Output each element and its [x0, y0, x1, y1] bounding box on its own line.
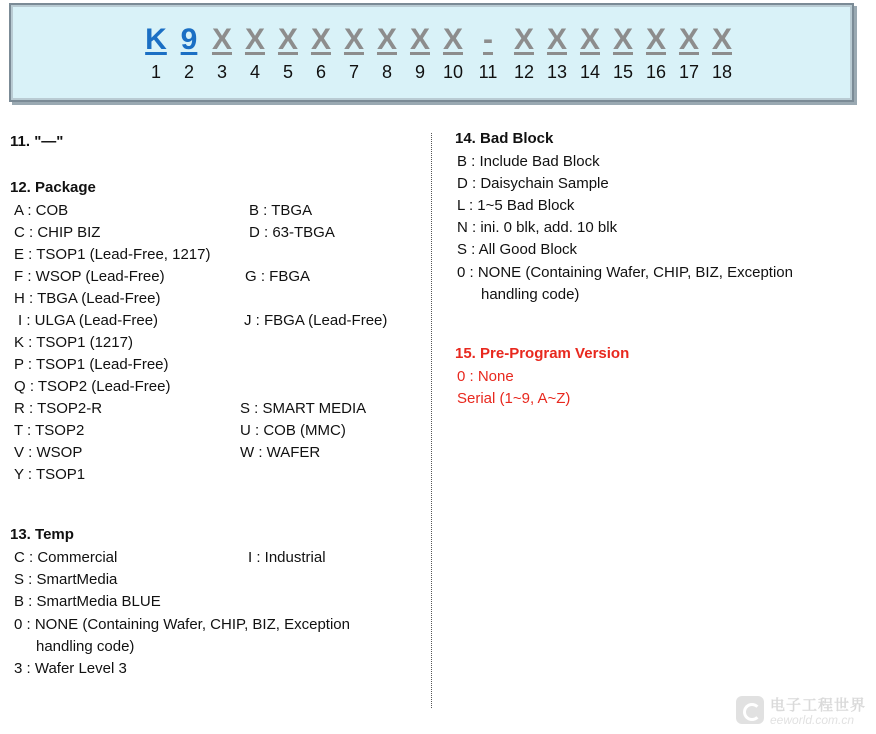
code-char: X: [409, 23, 430, 56]
code-index: 18: [711, 62, 733, 82]
eeworld-watermark: [736, 694, 876, 730]
section-14-title: 14. Bad Block: [455, 130, 554, 147]
code-index: 16: [645, 62, 667, 82]
code-index: 15: [612, 62, 634, 82]
package-item: A : COB: [14, 202, 69, 219]
code-index: 17: [678, 62, 700, 82]
temp-item: C : Commercial: [14, 549, 118, 566]
bad-block-item: handling code): [481, 286, 580, 303]
package-item: I : ULGA (Lead-Free): [18, 312, 159, 329]
code-char: 9: [180, 23, 198, 56]
code-char: X: [343, 23, 364, 56]
code-position-13: [540, 23, 574, 85]
section-12-title: 12. Package: [10, 179, 96, 196]
package-item: G : FBGA: [245, 268, 311, 285]
bad-block-item: 0 : NONE (Containing Wafer, CHIP, BIZ, Exception: [457, 264, 793, 281]
code-position-4: [238, 23, 272, 85]
code-index: 3: [216, 62, 227, 82]
code-position-17: [672, 23, 706, 85]
code-position-10: [436, 23, 470, 85]
code-position-1: [139, 23, 173, 85]
code-char: X: [277, 23, 298, 56]
code-char: X: [244, 23, 265, 56]
eeworld-logo-icon: [736, 696, 764, 724]
code-index: 8: [381, 62, 392, 82]
code-index: 5: [282, 62, 293, 82]
package-item: W : WAFER: [240, 444, 321, 461]
code-position-16: [639, 23, 673, 85]
code-position-14: [573, 23, 607, 85]
code-grid: [11, 5, 852, 100]
temp-item: I : Industrial: [248, 549, 326, 566]
code-char: X: [579, 23, 600, 56]
package-item: T : TSOP2: [14, 422, 85, 439]
package-item: R : TSOP2-R: [14, 400, 103, 417]
code-index: 13: [546, 62, 568, 82]
temp-item: B : SmartMedia BLUE: [14, 593, 161, 610]
code-char: X: [678, 23, 699, 56]
package-item: D : 63-TBGA: [249, 224, 335, 241]
bad-block-item: N : ini. 0 blk, add. 10 blk: [457, 219, 618, 236]
code-position-7: [337, 23, 371, 85]
code-position-6: [304, 23, 338, 85]
package-item: K : TSOP1 (1217): [14, 334, 133, 351]
code-char: X: [612, 23, 633, 56]
section-15-title: 15. Pre-Program Version: [455, 345, 630, 362]
code-index: 10: [442, 62, 464, 82]
code-position-5: [271, 23, 305, 85]
bad-block-item: B : Include Bad Block: [457, 153, 600, 170]
code-char: -: [483, 23, 493, 56]
code-position-3: [205, 23, 239, 85]
code-char: X: [442, 23, 463, 56]
watermark-en: eeworld.com.cn: [770, 713, 855, 727]
code-char: K: [145, 23, 167, 56]
part-number-banner: [9, 3, 854, 102]
package-item: U : COB (MMC): [240, 422, 346, 439]
package-item: Q : TSOP2 (Lead-Free): [14, 378, 171, 395]
bad-block-item: L : 1~5 Bad Block: [457, 197, 575, 214]
package-item: E : TSOP1 (Lead-Free, 1217): [14, 246, 211, 263]
code-position-12: [507, 23, 541, 85]
code-position-11: [471, 23, 505, 85]
code-index: 7: [348, 62, 359, 82]
code-index: 11: [478, 62, 498, 82]
bad-block-item: D : Daisychain Sample: [457, 175, 609, 192]
bad-block-item: S : All Good Block: [457, 241, 578, 258]
code-index: 14: [579, 62, 601, 82]
code-char: X: [711, 23, 732, 56]
watermark-cn: 电子工程世界: [770, 697, 867, 714]
package-item: B : TBGA: [249, 202, 313, 219]
code-position-15: [606, 23, 640, 85]
pre-program-item: Serial (1~9, A~Z): [457, 390, 571, 407]
code-position-18: [705, 23, 739, 85]
package-item: H : TBGA (Lead-Free): [14, 290, 161, 307]
package-item: J : FBGA (Lead-Free): [244, 312, 388, 329]
package-item: F : WSOP (Lead-Free): [14, 268, 165, 285]
section-13-title: 13. Temp: [10, 526, 74, 543]
code-position-8: [370, 23, 404, 85]
package-item: Y : TSOP1: [14, 466, 86, 483]
pre-program-item: 0 : None: [457, 368, 514, 385]
code-index: 6: [315, 62, 326, 82]
code-char: X: [310, 23, 331, 56]
code-char: X: [211, 23, 232, 56]
code-index: 9: [414, 62, 425, 82]
temp-item: handling code): [36, 638, 135, 655]
code-char: X: [513, 23, 534, 56]
temp-item: 3 : Wafer Level 3: [14, 660, 127, 677]
column-divider: [431, 133, 432, 708]
code-char: X: [645, 23, 666, 56]
temp-item: 0 : NONE (Containing Wafer, CHIP, BIZ, Exception: [14, 616, 350, 633]
code-position-2: [172, 23, 206, 85]
code-char: X: [546, 23, 567, 56]
code-char: X: [376, 23, 397, 56]
code-index: 4: [249, 62, 260, 82]
code-position-9: [403, 23, 437, 85]
code-index: 12: [513, 62, 535, 82]
package-item: P : TSOP1 (Lead-Free): [14, 356, 169, 373]
temp-item: S : SmartMedia: [14, 571, 118, 588]
package-item: C : CHIP BIZ: [14, 224, 101, 241]
section-11-title: 11. "—": [10, 133, 64, 150]
package-item: S : SMART MEDIA: [240, 400, 367, 417]
code-index: 1: [150, 62, 161, 82]
package-item: V : WSOP: [14, 444, 83, 461]
code-index: 2: [183, 62, 194, 82]
